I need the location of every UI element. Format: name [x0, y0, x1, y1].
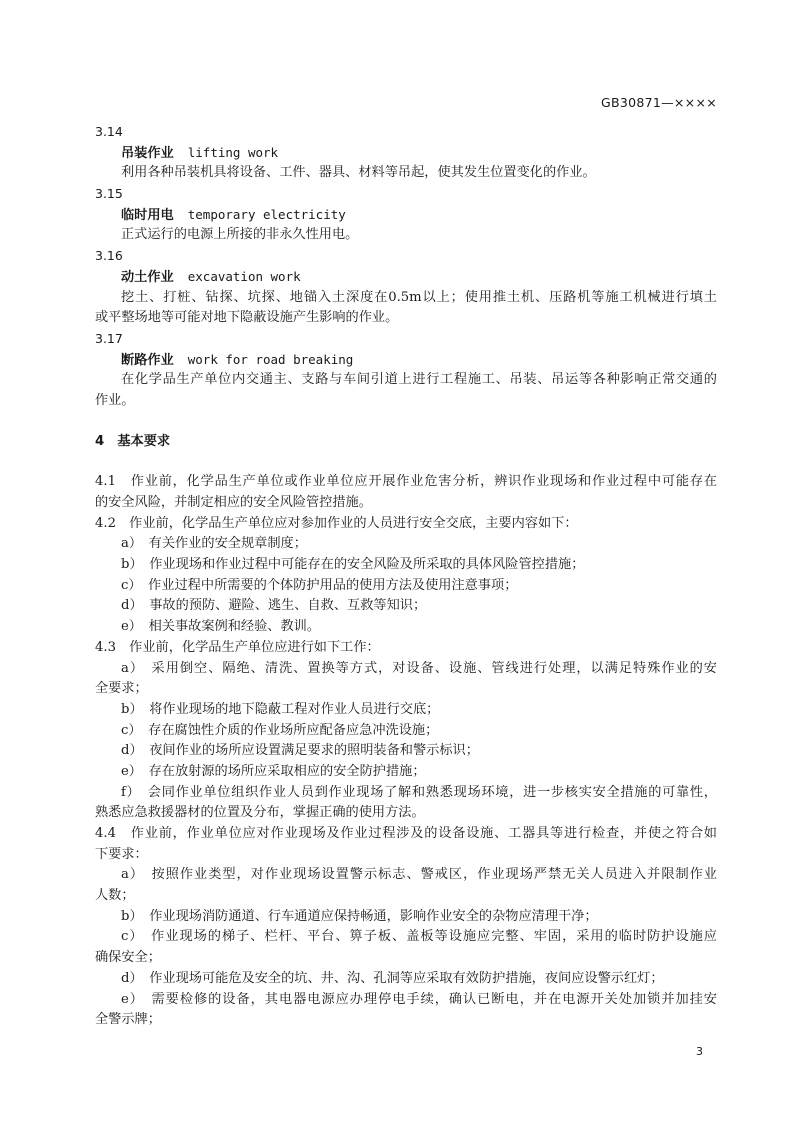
list-item: d） 夜间作业的场所应设置满足要求的照明装备和警示标识； — [121, 743, 479, 759]
clause-text-continued: 下要求： — [95, 846, 148, 862]
list-item: e） 存在放射源的场所应采取相应的安全防护措施； — [121, 763, 426, 779]
term-definition-continued: 作业。 — [95, 392, 135, 408]
clause-text: 4.1 作业前，化学品生产单位或作业单位应开展作业危害分析，辨识作业现场和作业过程中可能存在 — [95, 474, 717, 490]
term-definition: 挖土、打桩、钻探、坑探、地锚入土深度在0.5m以上；使用推土机、压路机等施工机械进行填土 — [121, 289, 717, 305]
clause-text: 4.2 作业前，化学品生产单位应对参加作业的人员进行安全交底，主要内容如下： — [95, 515, 578, 531]
document-code: GB30871—×××× — [600, 95, 717, 110]
list-item-continued: 人数； — [95, 888, 135, 904]
list-item: a） 采用倒空、隔绝、清洗、置换等方式，对设备、设施、管线进行处理，以满足特殊作业的安 — [121, 660, 717, 676]
section-heading: 4 基本要求 — [95, 433, 171, 449]
term-heading — [95, 267, 717, 288]
term-number: 3.15 — [95, 186, 123, 202]
term-number: 3.17 — [95, 330, 123, 346]
list-item: b） 作业现场和作业过程中可能存在的安全风险及所采取的具体风险管控措施； — [121, 557, 585, 573]
term-chinese: 吊装作业 — [121, 145, 174, 161]
term-definition: 在化学品生产单位内交通主、支路与车间引道上进行工程施工、吊装、吊运等各种影响正常交通的 — [121, 372, 717, 388]
term-english: lifting work — [187, 144, 279, 160]
list-item-continued: 全要求； — [95, 681, 148, 697]
clause-text: 4.3 作业前，化学品生产单位应进行如下工作： — [95, 639, 380, 655]
list-item: c） 作业过程中所需要的个体防护用品的使用方法及使用注意事项； — [121, 577, 518, 593]
term-english: work for road breaking — [187, 351, 354, 367]
term-definition: 利用各种吊装机具将设备、工件、器具、材料等吊起，使其发生位置变化的作业。 — [121, 165, 596, 181]
clause-text: 4.4 作业前，作业单位应对作业现场及作业过程涉及的设备设施、工器具等进行检查，并使之符合如 — [95, 826, 717, 841]
clause — [95, 514, 717, 638]
list-item-continued: 确保安全； — [95, 950, 161, 966]
clause — [95, 638, 717, 824]
term-english: temporary electricity — [187, 206, 346, 222]
term-chinese: 断路作业 — [121, 352, 174, 368]
list-item: e） 相关事故案例和经验、教训。 — [121, 619, 321, 635]
term-entry — [95, 122, 717, 184]
term-heading — [95, 205, 717, 226]
list-item: c） 存在腐蚀性介质的作业场所应配备应急冲洗设施； — [121, 722, 439, 738]
page-number: 3 — [696, 1045, 703, 1058]
term-definition: 正式运行的电源上所接的非永久性用电。 — [121, 227, 359, 243]
clause-text-continued: 的安全风险，并制定相应的安全风险管控措施。 — [95, 495, 372, 510]
term-number: 3.14 — [95, 124, 123, 139]
list-item: b） 将作业现场的地下隐蔽工程对作业人员进行交底； — [121, 701, 440, 717]
list-item: a） 有关作业的安全规章制度； — [121, 536, 307, 552]
list-item: b） 作业现场消防通道、行车通道应保持畅通，影响作业安全的杂物应清理干净； — [121, 908, 598, 924]
term-heading — [95, 350, 717, 371]
list-item: e） 需要检修的设备，其电器电源应办理停电手续，确认已断电，并在电源开关处加锁并加挂安 — [121, 991, 717, 1007]
list-item: c） 作业现场的梯子、栏杆、平台、箅子板、盖板等设施应完整、牢固，采用的临时防护设施应 — [121, 929, 717, 945]
list-item-continued: 熟悉应急救援器材的位置及分布，掌握正确的使用方法。 — [95, 805, 425, 821]
list-item: a） 按照作业类型，对作业现场设置警示标志、警戒区，作业现场严禁无关人员进入并限制作业 — [121, 867, 717, 883]
term-entry — [95, 329, 717, 412]
term-number: 3.16 — [95, 248, 123, 264]
term-entry — [95, 184, 717, 246]
list-item: f） 会同作业单位组织作业人员到作业现场了解和熟悉现场环境，进一步核实安全措施的可靠性， — [121, 784, 717, 800]
list-item-continued: 全警示牌； — [95, 1012, 161, 1028]
term-heading — [95, 143, 717, 164]
clause — [95, 472, 717, 513]
term-chinese: 临时用电 — [121, 207, 174, 223]
list-item: d） 作业现场可能危及安全的坑、井、沟、孔洞等应采取有效防护措施，夜间应设警示红灯； — [121, 970, 664, 986]
term-chinese: 动土作业 — [121, 269, 174, 285]
clause — [95, 824, 717, 1031]
term-definition-continued: 或平整场地等可能对地下隐蔽设施产生影响的作业。 — [95, 310, 399, 326]
document-body — [95, 122, 717, 1031]
list-item: d） 事故的预防、避险、逃生、自救、互救等知识； — [121, 598, 427, 614]
term-english: excavation work — [187, 268, 301, 284]
term-entry — [95, 246, 717, 329]
